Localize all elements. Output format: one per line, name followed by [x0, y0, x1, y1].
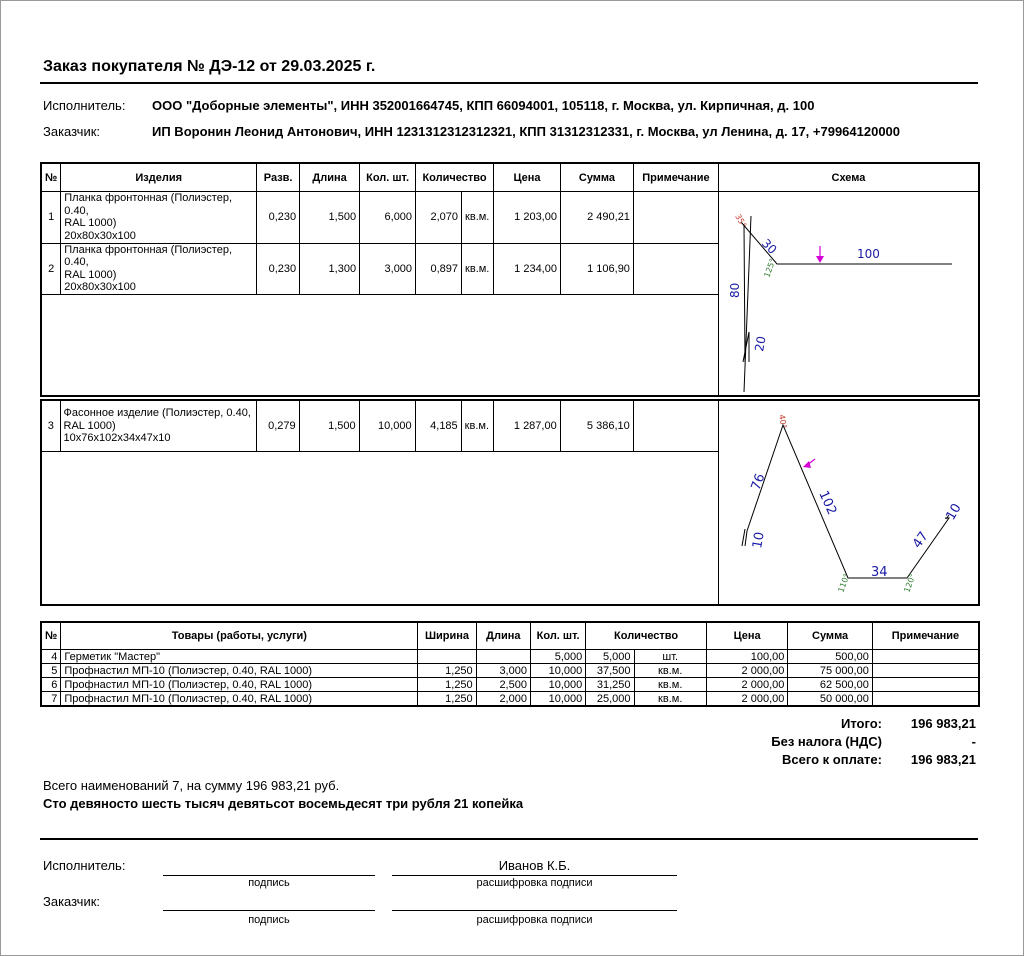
width-cell: 1,250	[418, 678, 476, 692]
pieces-cell: 10,000	[530, 692, 585, 707]
customer-label: Заказчик:	[43, 124, 101, 139]
item-dimensions: 20x80x30x100	[64, 281, 136, 294]
price-cell: 1 234,00	[494, 243, 561, 295]
item-name-cell	[60, 400, 256, 451]
col-header-price: Цена	[706, 622, 787, 650]
itogo-label: Итого:	[841, 716, 882, 731]
price-cell: 2 000,00	[706, 664, 787, 678]
summary-words: Сто девяносто шесть тысяч девятьсот восемьдесят три рубля 21 копейка	[43, 796, 524, 811]
angle-label: 120°	[902, 572, 918, 594]
dim-label: 47	[909, 529, 932, 552]
pieces-cell: 10,000	[530, 678, 585, 692]
unit-cell: кв.м.	[634, 678, 706, 692]
products-table	[40, 162, 980, 397]
signature-divider	[40, 838, 978, 840]
goods-name-cell: Профнастил МП-10 (Полиэстер, 0.40, RAL 1000)	[61, 664, 418, 678]
pieces-cell: 10,000	[359, 400, 415, 451]
executor-decode-line	[392, 875, 677, 876]
col-header-number: №	[41, 163, 61, 192]
dim-label: 10	[749, 530, 768, 550]
col-header-razv: Разв.	[257, 163, 300, 192]
row-number: 4	[41, 650, 61, 664]
dim-label: 100	[856, 247, 880, 261]
price-cell: 1 203,00	[494, 192, 561, 244]
col-header-note: Примечание	[872, 622, 979, 650]
schema-cell-1	[718, 192, 979, 397]
goods-table	[40, 621, 980, 707]
row-number: 2	[41, 243, 61, 295]
angle-label: 40°	[776, 413, 789, 430]
tax-label: Без налога (НДС)	[771, 734, 882, 749]
length-cell: 2,000	[476, 692, 530, 707]
blank-area	[41, 451, 718, 605]
sum-cell: 75 000,00	[788, 664, 872, 678]
price-cell: 2 000,00	[706, 692, 787, 707]
price-cell: 1 287,00	[493, 400, 560, 451]
length-cell: 1,500	[300, 192, 360, 244]
goods-name-cell: Профнастил МП-10 (Полиэстер, 0.40, RAL 1000)	[61, 678, 418, 692]
col-header-schema: Схема	[718, 163, 979, 192]
executor-sign-line	[163, 875, 375, 876]
schema-cell-2	[718, 400, 979, 605]
row-number: 6	[41, 678, 61, 692]
col-header-pieces: Кол. шт.	[530, 622, 585, 650]
quantity-cell: 4,185	[415, 400, 461, 451]
summary-count: Всего наименований 7, на сумму 196 983,21 руб.	[43, 778, 340, 793]
title-divider	[40, 82, 978, 84]
table-row	[41, 650, 979, 664]
note-cell	[872, 650, 979, 664]
dim-label: 20	[752, 335, 769, 353]
customer-sign-line	[163, 910, 375, 911]
sum-cell: 50 000,00	[788, 692, 872, 707]
pieces-cell: 5,000	[530, 650, 585, 664]
length-cell: 2,500	[476, 678, 530, 692]
item-dimensions: 20x80x30x100	[64, 229, 136, 242]
col-header-sum: Сумма	[788, 622, 872, 650]
price-cell: 2 000,00	[706, 678, 787, 692]
goods-header-row	[41, 622, 979, 650]
executor-value: ООО "Доборные элементы", ИНН 352001664745, КПП 66094001, 105118, г. Москва, ул. Кирпичная, д. 100	[152, 98, 815, 113]
length-cell: 1,300	[300, 243, 360, 295]
razv-cell: 0,230	[257, 192, 300, 244]
quantity-cell: 2,070	[416, 192, 462, 244]
sum-cell: 5 386,10	[560, 400, 633, 451]
col-header-price: Цена	[494, 163, 561, 192]
col-header-items: Изделия	[61, 163, 257, 192]
dim-label: 30	[758, 236, 780, 257]
customer-decode-line	[392, 910, 677, 911]
col-header-goods: Товары (работы, услуги)	[61, 622, 418, 650]
price-cell: 100,00	[706, 650, 787, 664]
razv-cell: 0,230	[257, 243, 300, 295]
quantity-cell: 0,897	[416, 243, 462, 295]
pieces-cell: 6,000	[360, 192, 416, 244]
pieces-cell: 10,000	[530, 664, 585, 678]
goods-name-cell: Профнастил МП-10 (Полиэстер, 0.40, RAL 1000)	[61, 692, 418, 707]
executor-label: Исполнитель:	[43, 98, 126, 113]
quantity-cell: 37,500	[586, 664, 634, 678]
col-header-length: Длина	[300, 163, 360, 192]
blank-area	[41, 295, 718, 396]
sign-customer-label: Заказчик:	[43, 894, 101, 909]
products-table-group-2	[40, 399, 980, 606]
pay-value: 196 983,21	[910, 752, 976, 767]
sum-cell: 1 106,90	[560, 243, 633, 295]
note-cell	[872, 678, 979, 692]
profile-schema-1	[719, 192, 978, 392]
products-header-row	[41, 163, 979, 192]
customer-sign-caption: подпись	[248, 914, 290, 926]
item-name-line: RAL 1000)	[64, 217, 117, 230]
customer-value: ИП Воронин Леонид Антонович, ИНН 1231312312312321, КПП 31312312331, г. Москва, ул Ленина, д. 17, +79964120000	[152, 124, 901, 139]
col-header-note: Примечание	[633, 163, 718, 192]
sign-executor-label: Исполнитель:	[43, 858, 126, 873]
razv-cell: 0,279	[256, 400, 299, 451]
angle-label: 125°	[762, 257, 778, 279]
angle-label: 35°	[733, 212, 749, 230]
col-header-pieces: Кол. шт.	[360, 163, 416, 192]
sum-cell: 62 500,00	[788, 678, 872, 692]
row-number: 3	[41, 400, 60, 451]
itogo-value: 196 983,21	[910, 716, 976, 731]
quantity-cell: 31,250	[586, 678, 634, 692]
note-cell	[872, 692, 979, 707]
executor-sign-caption: подпись	[248, 877, 290, 889]
note-cell	[633, 400, 718, 451]
col-header-length: Длина	[476, 622, 530, 650]
length-cell	[476, 650, 530, 664]
dim-label: 76	[748, 471, 769, 493]
unit-cell: кв.м.	[462, 192, 494, 244]
item-name-cell	[61, 243, 257, 295]
note-cell	[633, 192, 718, 244]
profile-schema-2	[719, 401, 978, 601]
goods-name-cell: Герметик "Мастер"	[61, 650, 418, 664]
executor-decode-caption: расшифровка подписи	[476, 877, 593, 889]
width-cell: 1,250	[418, 664, 476, 678]
unit-cell: шт.	[634, 650, 706, 664]
table-row	[41, 400, 979, 451]
document-title: Заказ покупателя № ДЭ-12 от 29.03.2025 г.	[43, 58, 376, 75]
angle-label: 110°	[836, 572, 852, 594]
item-name-line: Планка фронтонная (Полиэстер, 0.40,	[64, 243, 233, 269]
row-number: 1	[41, 192, 61, 244]
item-dimensions: 10x76x102x34x47x10	[63, 432, 171, 445]
width-cell: 1,250	[418, 692, 476, 707]
item-name-line: RAL 1000)	[64, 268, 117, 281]
quantity-cell: 5,000	[586, 650, 634, 664]
dim-label: 80	[727, 282, 742, 298]
unit-cell: кв.м.	[461, 400, 493, 451]
arrow-head-icon	[803, 461, 811, 468]
sum-cell: 2 490,21	[560, 192, 633, 244]
dim-label: 34	[870, 565, 888, 580]
note-cell	[633, 243, 718, 295]
customer-decode-caption: расшифровка подписи	[476, 914, 593, 926]
col-header-quantity: Количество	[586, 622, 707, 650]
table-row	[41, 192, 979, 244]
unit-cell: кв.м.	[462, 243, 494, 295]
table-row	[41, 692, 979, 707]
length-cell: 3,000	[476, 664, 530, 678]
width-cell	[418, 650, 476, 664]
tax-value: -	[971, 734, 976, 749]
dim-label: 102	[815, 488, 839, 518]
quantity-cell: 25,000	[586, 692, 634, 707]
row-number: 5	[41, 664, 61, 678]
item-name-line: Планка фронтонная (Полиэстер, 0.40,	[64, 192, 233, 217]
unit-cell: кв.м.	[634, 664, 706, 678]
row-number: 7	[41, 692, 61, 707]
unit-cell: кв.м.	[634, 692, 706, 707]
arrow-head-icon	[816, 256, 824, 263]
executor-name: Иванов К.Б.	[498, 858, 571, 873]
note-cell	[872, 664, 979, 678]
item-name-cell	[61, 192, 257, 244]
sum-cell: 500,00	[788, 650, 872, 664]
col-header-width: Ширина	[418, 622, 476, 650]
col-header-quantity: Количество	[416, 163, 494, 192]
table-row	[41, 664, 979, 678]
length-cell: 1,500	[299, 400, 359, 451]
col-header-number: №	[41, 622, 61, 650]
item-name-line: Фасонное изделие (Полиэстер, 0.40,	[63, 407, 251, 420]
pieces-cell: 3,000	[360, 243, 416, 295]
item-name-line: RAL 1000)	[63, 419, 116, 432]
dim-label: 10	[943, 501, 965, 523]
col-header-sum: Сумма	[560, 163, 633, 192]
pay-label: Всего к оплате:	[782, 752, 882, 767]
table-row	[41, 678, 979, 692]
